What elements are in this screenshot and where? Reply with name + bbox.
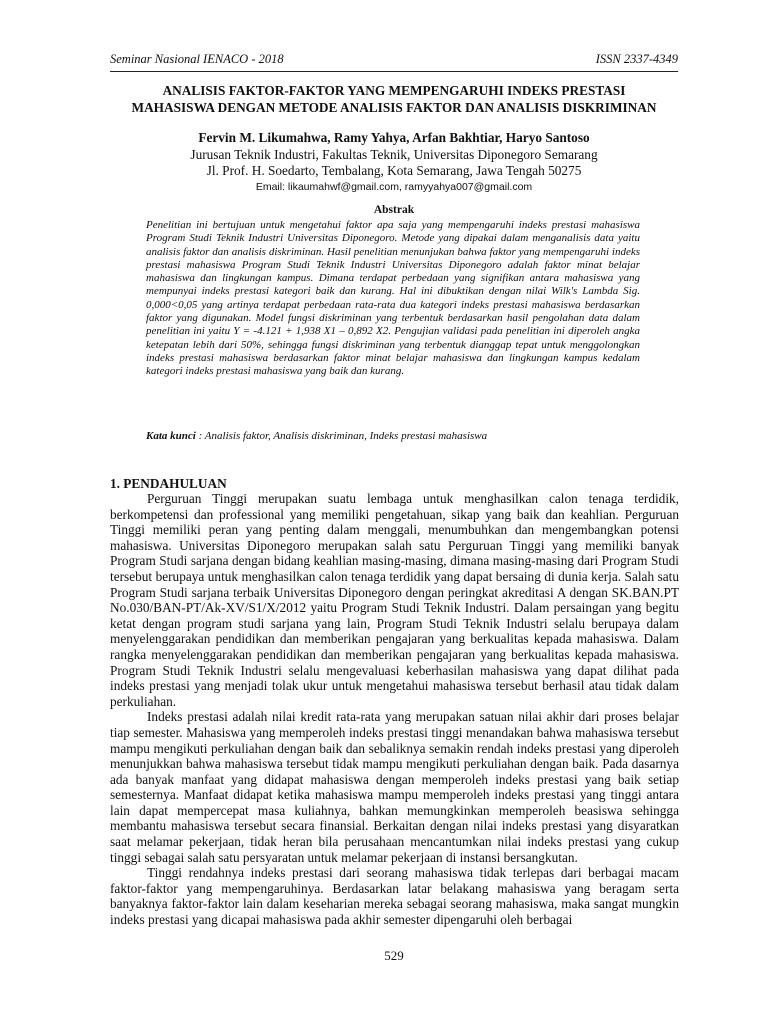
section-body	[110, 491, 679, 928]
running-header	[110, 52, 678, 67]
keywords-list: : Analisis faktor, Analisis diskriminan, Indeks prestasi mahasiswa	[195, 430, 488, 442]
author-email: Email: likaumahwf@gmail.com, ramyyahya007@gmail.com	[255, 181, 533, 193]
author-list: Fervin M. Likumahwa, Ramy Yahya, Arfan Bakhtiar, Haryo Santoso	[198, 130, 590, 145]
keywords-label: Kata kunci	[146, 430, 196, 442]
abstract-heading: Abstrak	[373, 204, 415, 216]
page-number: 529	[384, 948, 404, 963]
issn-number: ISSN 2337-4349	[595, 52, 678, 66]
abstract-text: Penelitian ini bertujuan untuk mengetahui faktor apa saja yang mempengaruhi indeks prestasi mahasiswa Program Studi Teknik Industri Universitas Diponegoro. Metode yang dipakai dalam menganalisis data yaitu analisis faktor dan analisis diskriminan. Hasil penelitian menunjukan bahwa faktor yang mempengaruhi indeks prestasi mahasiswa Program Studi Teknik Industri Universitas Diponegoro adalah faktor minat belajar mahasiswa dan lingkungan kampus. Dimana terdapat perbedaan yang signifikan antara mahasiswa yang mempunyai indeks prestasi kategori baik dan kurang. Hal ini dibuktikan dengan nilai Wilk's Lambda Sig. 0,000<0,05 yang artinya terdapat perbedaan rata-rata dua kategori indeks prestasi mahasiswa berdasarkan faktor yang digunakan. Model fungsi diskriminan yang terbentuk berdasarkan hasil pengolahan data dalam penelitian ini yaitu Y = -4.121 + 1,938 X1 – 0,892 X2. Pengujian validasi pada penelitian ini diperoleh angka ketepatan lebih dari 50%, sehingga fungsi diskriminan yang terbentuk dianggap tepat untuk menggolongkan indeks prestasi mahasiswa berdasarkan faktor minat belajar mahasiswa dan lingkungan kampus kedalam kategori indeks prestasi mahasiswa yang baik dan kurang.	[146, 219, 640, 378]
affiliation-line-2: Jl. Prof. H. Soedarto, Tembalang, Kota Semarang, Jawa Tengah 50275	[206, 163, 582, 178]
title-line-2: MAHASISWA DENGAN METODE ANALISIS FAKTOR DAN ANALISIS DISKRIMINAN	[131, 100, 657, 115]
title-line-1: ANALISIS FAKTOR-FAKTOR YANG MEMPENGARUHI INDEKS PRESTASI	[162, 83, 626, 98]
header-rule	[110, 71, 678, 72]
body-paragraph-2: Indeks prestasi adalah nilai kredit rata-rata yang merupakan satuan nilai akhir dari proses belajar tiap semester. Mahasiswa yang memperoleh indeks prestasi tinggi menandakan bahwa mahasiswa tersebut mampu mengikuti perkuliahan dengan baik dan sebaliknya semakin rendah indeks prestasi yang diperoleh menunjukkan bahwa mahasiswa tersebut tidak mampu mengikuti perkuliahan dengan baik. Pada dasarnya ada banyak manfaat yang didapat mahasiswa dengan memperoleh indeks prestasi yang baik setiap semesternya. Manfaat didapat ketika mahasiswa mampu memperoleh indeks prestasi yang tinggi antara lain dapat mempercepat masa kuliahnya, bahkan memungkinkan memperoleh beasiswa sehingga membantu mahasiswa tersebut secara finansial. Berkaitan dengan nilai indeks prestasi yang disyaratkan saat melamar pekerjaan, tidak heran bila perusahaan mencantumkan nilai indeks prestasi yang cukup tinggi sebagai salah satu persyaratan untuk melamar pekerjaan di instansi bersangkutan.	[110, 709, 679, 865]
conference-name: Seminar Nasional IENACO - 2018	[110, 52, 284, 66]
body-paragraph-1: Perguruan Tinggi merupakan suatu lembaga untuk menghasilkan calon tenaga terdidik, berkompetensi dan professional yang memiliki pengetahuan, sikap yang baik dan keahlian. Perguruan Tinggi memiliki peran yang penting dalam menggali, menumbuhkan dan mengembangkan potensi mahasiswa. Universitas Diponegoro merupakan salah satu Perguruan Tinggi yang memiliki banyak Program Studi sarjana dengan bidang keahlian masing-masing, dimana masing-masing dari Program Studi tersebut berupaya untuk menghasilkan calon tenaga terdidik yang dapat bersaing di dunia kerja. Salah satu Program Studi sarjana terbaik Universitas Diponegoro dengan peringkat akreditasi A dengan SK.BAN.PT No.030/BAN-PT/Ak-XV/S1/X/2012 yaitu Program Studi Teknik Industri. Dalam persaingan yang begitu ketat dengan program studi sarjana yang lain, Program Studi Teknik Industri selalu berupaya dalam menyelenggarakan pendidikan dan memberikan pengajaran yang berkualitas kepada mahasiswa. Dalam rangka menyelenggarakan pendidikan dan memberikan pengajaran yang berkualitas kepada mahasiswa. Program Studi Teknik Industri selalu mengevaluasi keberhasilan mahasiswa yang dapat dilihat pada indeks prestasi yang menjadi tolak ukur untuk mengetahui mahasiswa tersebut berhasil atau tidak dalam perkuliahan.	[110, 491, 679, 709]
section-heading: 1. PENDAHULUAN	[110, 476, 227, 491]
body-paragraph-3: Tinggi rendahnya indeks prestasi dari seorang mahasiswa tidak terlepas dari berbagai macam faktor-faktor yang mempengaruhinya. Berdasarkan latar belakang mahasiswa yang beragam serta banyaknya faktor-faktor lain dalam keseharian mereka sebagai seorang mahasiswa, maka sangat mungkin indeks prestasi yang dicapai mahasiswa pada akhir semester dipengaruhi oleh berbagai	[110, 865, 679, 928]
paper-title	[100, 82, 688, 116]
keywords	[146, 430, 640, 442]
affiliation-line-1: Jurusan Teknik Industri, Fakultas Teknik, Universitas Diponegoro Semarang	[190, 147, 598, 162]
